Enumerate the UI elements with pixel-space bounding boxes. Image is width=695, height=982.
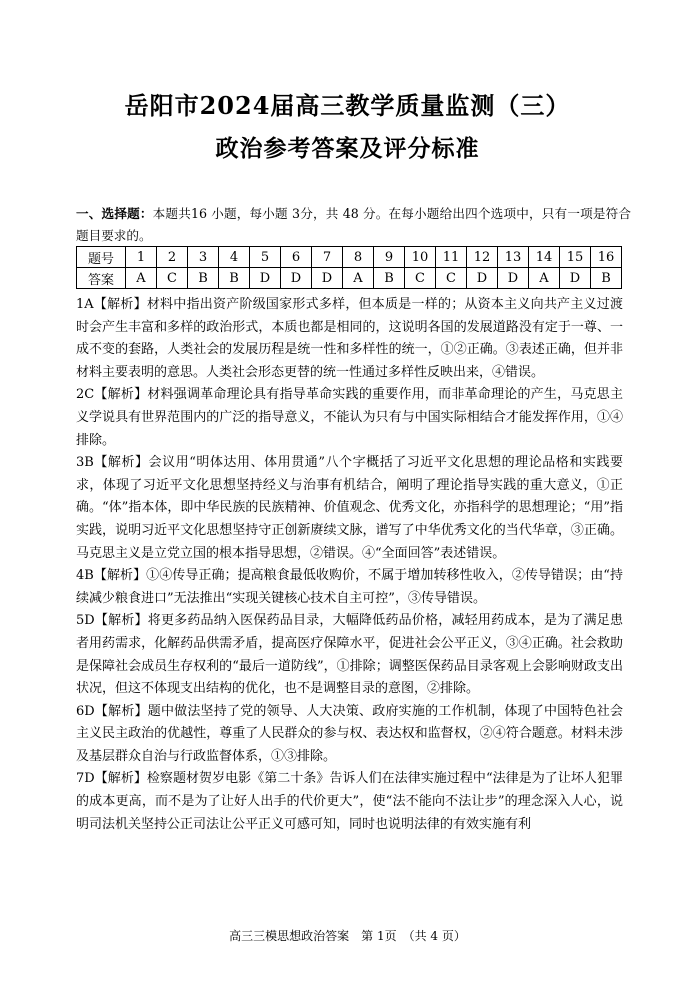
question-number-cell: 8 — [343, 247, 374, 268]
answer-table-number-label: 题号 — [77, 247, 126, 268]
answer-cell: D — [281, 268, 312, 289]
answer-cell: B — [591, 268, 622, 289]
answer-cell: B — [374, 268, 405, 289]
question-number-cell: 11 — [436, 247, 467, 268]
explanation-item: 4B【解析】①④传导正确；提高粮食最低收购价，不属于增加转移性收入，②传导错误；由“持续减少粮食进口”无法推出“实现关键核心技术自主可控”，③传导错误。 — [76, 568, 623, 606]
answer-table-number-row — [77, 247, 622, 268]
question-number-cell: 10 — [405, 247, 436, 268]
answer-cell: B — [188, 268, 219, 289]
explanation-list — [76, 294, 623, 836]
question-number-cell: 16 — [591, 247, 622, 268]
explanation-item: 1A【解析】材料中指出资产阶级国家形式多样，但本质是一样的；从资本主义向共产主义过渡时会产生丰富和多样的政治形式，本质也都是相同的，这说明各国的发展道路没有定于一尊、一成不变的套路，人类社会的发展历程是统一性和多样性的统一，①②正确。③表述正确，但并非材料主要表明的意思。人类社会形态更替的统一性通过多样性反映出来，④错误。 — [76, 297, 623, 380]
page-title: 岳阳市2024届高三教学质量监测（三） — [124, 91, 571, 120]
question-number-cell: 5 — [250, 247, 281, 268]
page-subtitle: 政治参考答案及评分标准 — [215, 135, 480, 162]
answer-table-answer-label: 答案 — [77, 268, 126, 289]
question-number-cell: 4 — [219, 247, 250, 268]
question-number-cell: 1 — [126, 247, 157, 268]
question-number-cell: 12 — [467, 247, 498, 268]
answer-cell: D — [467, 268, 498, 289]
answer-table-answer-row — [77, 268, 622, 289]
question-number-cell: 6 — [281, 247, 312, 268]
answer-cell: C — [157, 268, 188, 289]
section-1-instructions: 本题共16 小题，每小题 3分，共 48 分。在每小题给出四个选项中，只有一项是符合题目要求的。 — [76, 206, 632, 243]
page-footer: 高三三模思想政治答案 第 1页 （共 4 页） — [229, 929, 466, 943]
answer-cell: D — [312, 268, 343, 289]
question-number-cell: 7 — [312, 247, 343, 268]
question-number-cell: 3 — [188, 247, 219, 268]
answer-table — [76, 246, 622, 289]
answer-cell: D — [560, 268, 591, 289]
answer-cell: C — [436, 268, 467, 289]
section-1-heading — [76, 203, 631, 247]
answer-cell: D — [250, 268, 281, 289]
answer-cell: A — [529, 268, 560, 289]
answer-cell: A — [343, 268, 374, 289]
answer-cell: D — [498, 268, 529, 289]
explanation-item: 2C【解析】材料强调革命理论具有指导革命实践的重要作用，而非革命理论的产生，马克思主义学说具有世界范围内的广泛的指导意义，不能认为只有与中国实际相结合才能发挥作用，①④排除。 — [76, 387, 623, 448]
question-number-cell: 9 — [374, 247, 405, 268]
explanation-item: 6D【解析】题中做法坚持了党的领导、人大决策、政府实施的工作机制，体现了中国特色社会主义民主政治的优越性，尊重了人民群众的参与权、表达权和监督权，②④符合题意。材料未涉及基层群众自治与行政监督体系，①③排除。 — [76, 703, 623, 764]
question-number-cell: 2 — [157, 247, 188, 268]
explanation-item: 3B【解析】会议用“明体达用、体用贯通”八个字概括了习近平文化思想的理论品格和实践要求，体现了习近平文化思想坚持经义与治事有机结合，阐明了理论指导实践的重大意义，①正确。“体”指本体，即中华民族的民族精神、价值观念、优秀文化，亦指科学的思想理论；“用”指实践，说明习近平文化思想坚持守正创新赓续文脉，谱写了中华优秀文化的当代华章，③正确。马克思主义是立党立国的根本指导思想，②错误。④“全面回答”表述错误。 — [76, 455, 623, 561]
question-number-cell: 14 — [529, 247, 560, 268]
answer-cell: A — [126, 268, 157, 289]
answer-cell: B — [219, 268, 250, 289]
explanation-item: 5D【解析】将更多药品纳入医保药品目录，大幅降低药品价格，减轻用药成本，是为了满足患者用药需求，化解药品供需矛盾，提高医疗保障水平，促进社会公平正义，③④正确。社会救助是保障社会成员生存权利的“最后一道防线”，①排除；调整医保药品目录客观上会影响财政支出状况，但这不体现支出结构的优化，也不是调整目录的意图，②排除。 — [76, 613, 623, 697]
explanation-item: 7D【解析】检察题材贺岁电影《第二十条》告诉人们在法律实施过程中“法律是为了让坏人犯罪的成本更高，而不是为了让好人出手的代价更大”，使“法不能向不法让步”的理念深入人心，说明司法机关坚持公正司法让公平正义可感可知，同时也说明法律的有效实施有利 — [76, 771, 623, 832]
answer-cell: C — [405, 268, 436, 289]
section-1-label: 一、选择题： — [76, 206, 153, 221]
question-number-cell: 15 — [560, 247, 591, 268]
question-number-cell: 13 — [498, 247, 529, 268]
